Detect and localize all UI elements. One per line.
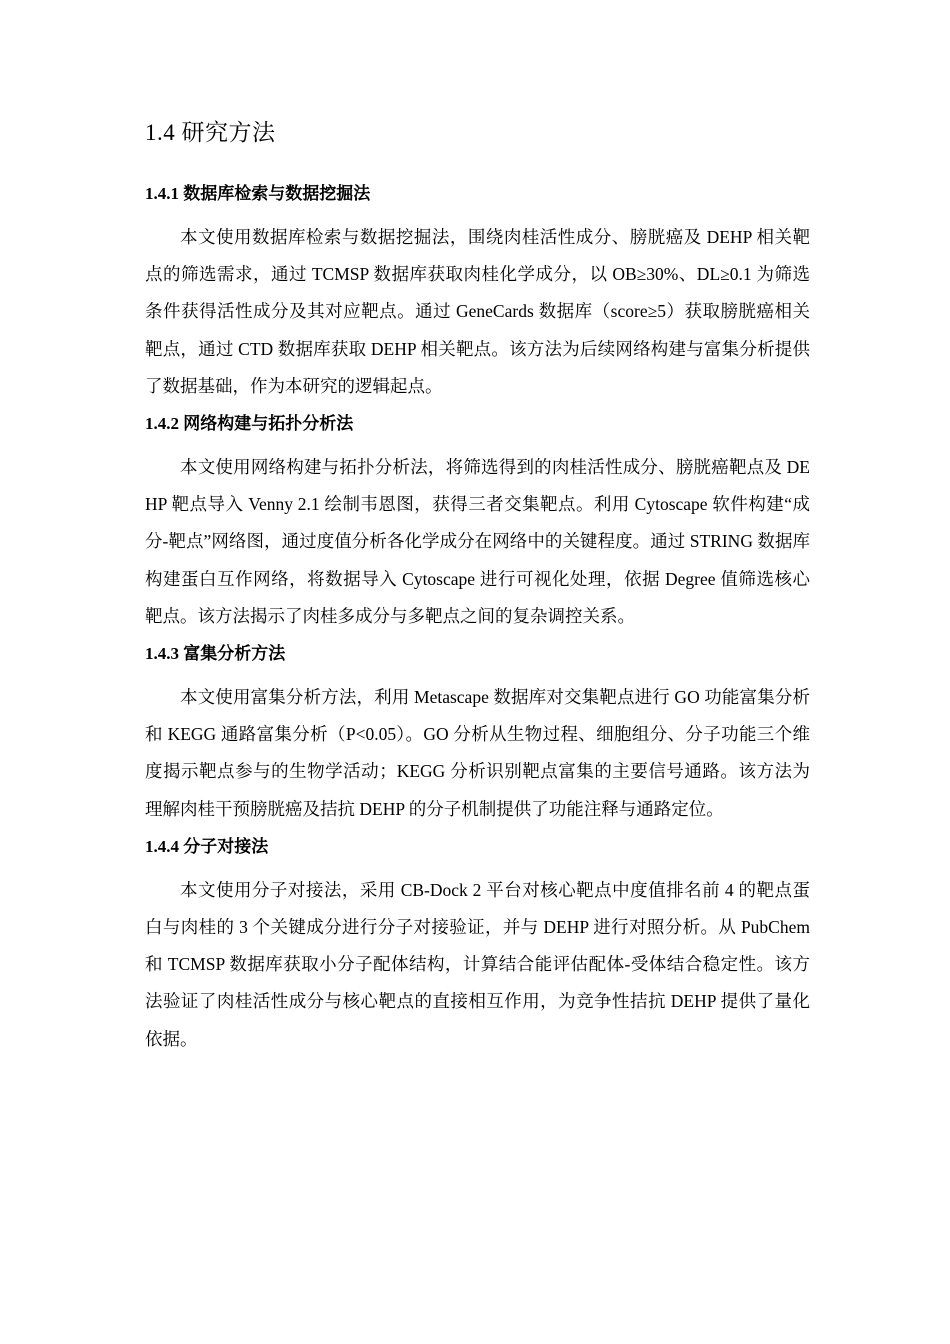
subsection-heading: 1.4.4 分子对接法 xyxy=(145,836,269,856)
subsection-database-retrieval xyxy=(145,181,810,405)
subsection-heading: 1.4.1 数据库检索与数据挖掘法 xyxy=(145,184,371,203)
subsection-paragraph: 本文使用网络构建与拓扑分析法，将筛选得到的肉桂活性成分、膀胱癌靶点及 DEHP 靶点导入 Venny 2.1 绘制韦恩图，获得三者交集靶点。利用 Cytoscape 软件构建“成分-靶点”网络图，通过度值分析各化学成分在网络中的关键程度。通过 STRING 数据库构建蛋白互作网络，将数据导入 Cytoscape 进行可视化处理，依据 Degree 值筛选核心靶点。该方法揭示了肉桂多成分与多靶点之间的复杂调控关系。 xyxy=(145,457,810,626)
subsection-paragraph: 本文使用分子对接法，采用 CB-Dock 2 平台对核心靶点中度值排名前 4 的靶点蛋白与肉桂的 3 个关键成分进行分子对接验证，并与 DEHP 进行对照分析。从 PubChem 和 TCMSP 数据库获取小分子配体结构，计算结合能评估配体-受体结合稳定性。该方法验证了肉桂活性成分与核心靶点的直接相互作用，为竞争性拮抗 DEHP 提供了量化依据。 xyxy=(145,879,810,1049)
subsection-enrichment-analysis xyxy=(145,641,810,828)
document-page xyxy=(145,118,810,1064)
subsection-paragraph: 本文使用数据库检索与数据挖掘法，围绕肉桂活性成分、膀胱癌及 DEHP 相关靶点的筛选需求，通过 TCMSP 数据库获取肉桂化学成分，以 OB≥30%、DL≥0.1 为筛选条件获得活性成分及其对应靶点。通过 GeneCards 数据库（score≥5）获取膀胱癌相关靶点，通过 CTD 数据库获取 DEHP 相关靶点。该方法为后续网络构建与富集分析提供了数据基础，作为本研究的逻辑起点。 xyxy=(145,227,810,396)
section-heading: 1.4 研究方法 xyxy=(145,120,276,145)
subsection-heading: 1.4.3 富集分析方法 xyxy=(145,644,286,664)
subsection-molecular-docking xyxy=(145,834,810,1058)
subsection-paragraph: 本文使用富集分析方法，利用 Metascape 数据库对交集靶点进行 GO 功能富集分析和 KEGG 通路富集分析（P<0.05）。GO 分析从生物过程、细胞组分、分子功能三个维度揭示靶点参与的生物学活动；KEGG 分析识别靶点富集的主要信号通路。该方法为理解肉桂干预膀胱癌及拮抗 DEHP 的分子机制提供了功能注释与通路定位。 xyxy=(145,687,810,819)
subsection-network-construction xyxy=(145,411,810,635)
subsection-heading: 1.4.2 网络构建与拓扑分析法 xyxy=(145,414,354,434)
